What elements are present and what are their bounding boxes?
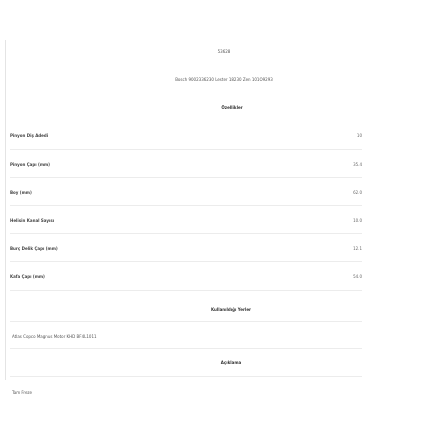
usage-text: Atlas Copco Magnus Motor KHD BF4L1011 — [12, 334, 97, 339]
spec-row-boy — [10, 190, 362, 200]
spec-value: 12.1 — [353, 246, 362, 251]
spec-value: 54.0 — [353, 274, 362, 279]
spec-row-burc-delik-capi — [10, 246, 362, 256]
row-divider — [10, 149, 362, 150]
spec-row-helis-kanal-sayisi — [10, 218, 362, 228]
row-divider — [10, 348, 362, 349]
spec-value: 62.0 — [353, 190, 362, 195]
spec-row-kafa-capi — [10, 274, 362, 284]
row-divider — [10, 261, 362, 262]
spec-label: Pinyon Diş Adedi — [10, 133, 49, 138]
row-divider — [10, 290, 362, 291]
usage-section-title: Kullanıldığı Yerler — [210, 307, 252, 312]
compatibility-codes: Bosch 9002336230 Lester 18230 Zen 101O9293 — [175, 77, 273, 82]
spec-label: Boy (mm) — [10, 190, 32, 195]
row-divider — [10, 205, 362, 206]
spec-value: 10 — [356, 133, 362, 138]
spec-label: Kafa Çapı (mm) — [10, 274, 45, 279]
left-border-line — [5, 40, 6, 380]
specs-section-title: Özellikler — [221, 105, 243, 110]
spec-label: Burç Delik Çapı (mm) — [10, 246, 58, 251]
row-divider — [10, 321, 362, 322]
spec-value: 10.0 — [353, 218, 362, 223]
row-divider — [10, 376, 362, 377]
spec-label: Pinyon Çapı (mm) — [10, 162, 50, 167]
spec-label: Helisin Kanal Sayısı — [10, 218, 55, 223]
spec-row-pinyon-capi — [10, 162, 362, 172]
description-section-title: Açıklama — [220, 360, 242, 365]
description-text: Tam Freze — [12, 390, 32, 395]
spec-value: 35.4 — [353, 162, 362, 167]
row-divider — [10, 177, 362, 178]
product-code: 53628 — [217, 49, 231, 54]
row-divider — [10, 233, 362, 234]
spec-row-pinyon-dis-adedi — [10, 133, 362, 143]
